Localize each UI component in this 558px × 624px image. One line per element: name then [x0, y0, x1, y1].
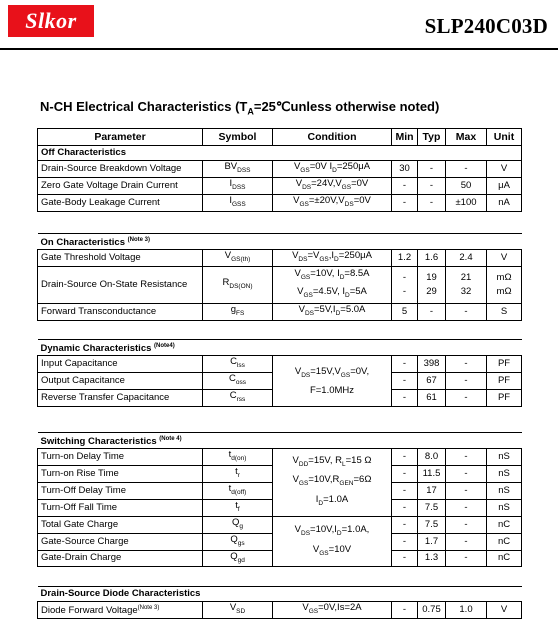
max-cell: ±100 [446, 194, 487, 211]
col-parameter: Parameter [38, 129, 203, 146]
param-cell: Turn-on Rise Time [38, 466, 203, 483]
col-symbol: Symbol [203, 129, 273, 146]
section-row [38, 234, 522, 250]
min-cell: - [392, 356, 418, 373]
param-cell: Reverse Transfer Capacitance [38, 389, 203, 406]
param-cell: Zero Gate Voltage Drain Current [38, 177, 203, 194]
table-row [38, 449, 522, 466]
section-row [38, 340, 522, 356]
symbol-cell: $t_f$ [203, 499, 273, 516]
symbol-cell: $t_r$ [203, 466, 273, 483]
unit-cell: V [487, 250, 522, 267]
section-label: Switching Characteristics $^{(Note 4)}$ [38, 433, 522, 449]
typ-cell: 398 [418, 356, 446, 373]
symbol-cell: $t_{d(off)}$ [203, 482, 273, 499]
section-label: Drain-Source Diode Characteristics [38, 587, 522, 602]
dynamic-characteristics-table [37, 339, 522, 407]
min-cell: - [392, 373, 418, 390]
typ-cell: 19 29 [418, 267, 446, 304]
symbol-cell: $V_{SD}$ [203, 602, 273, 619]
table-row [38, 303, 522, 320]
section-label: Dynamic Characteristics $^{(Note4)}$ [38, 340, 522, 356]
table-row [38, 356, 522, 373]
max-cell: - [446, 356, 487, 373]
min-cell: - [392, 482, 418, 499]
max-cell: - [446, 499, 487, 516]
table-row [38, 250, 522, 267]
typ-cell: 1.3 [418, 550, 446, 567]
part-number: SLP240C03D [424, 14, 548, 38]
max-cell: - [446, 303, 487, 320]
param-cell: Diode Forward Voltage$^{(Note 3)}$ [38, 602, 203, 619]
symbol-cell: $t_{d(on)}$ [203, 449, 273, 466]
typ-cell: 17 [418, 482, 446, 499]
section-label: Off Characteristics [38, 146, 522, 161]
param-cell: Turn-Off Fall Time [38, 499, 203, 516]
diode-characteristics-table [37, 586, 522, 619]
logo-text: Slkor [25, 8, 77, 33]
max-cell: 50 [446, 177, 487, 194]
typ-cell: 7.5 [418, 499, 446, 516]
min-cell: - [392, 533, 418, 550]
typ-cell: 67 [418, 373, 446, 390]
param-cell: Forward Transconductance [38, 303, 203, 320]
col-typ: Typ [418, 129, 446, 146]
typ-cell: - [418, 303, 446, 320]
condition-cell: $V_{DS}=5V,I_D=5.0A$ [273, 303, 392, 320]
unit-cell: nA [487, 194, 522, 211]
min-cell: - [392, 499, 418, 516]
section-label: On Characteristics $^{(Note 3)}$ [38, 234, 522, 250]
table-row [38, 267, 522, 304]
unit-cell: μA [487, 177, 522, 194]
table-row [38, 602, 522, 619]
symbol-cell: $C_{rss}$ [203, 389, 273, 406]
symbol-cell: $g_{FS}$ [203, 303, 273, 320]
param-cell: Turn-Off Delay Time [38, 482, 203, 499]
unit-cell: nS [487, 466, 522, 483]
unit-cell: nS [487, 449, 522, 466]
typ-cell: 0.75 [418, 602, 446, 619]
param-cell: Gate-Source Charge [38, 533, 203, 550]
min-cell: 1.2 [392, 250, 418, 267]
unit-cell: nS [487, 499, 522, 516]
section-row [38, 146, 522, 161]
unit-cell: nS [487, 482, 522, 499]
unit-cell: V [487, 161, 522, 178]
typ-cell: 1.7 [418, 533, 446, 550]
title-suffix: =25℃unless otherwise noted) [253, 99, 440, 114]
typ-cell: 7.5 [418, 516, 446, 533]
title-subscript: A [247, 106, 254, 117]
col-unit: Unit [487, 129, 522, 146]
max-cell: 21 32 [446, 267, 487, 304]
symbol-cell: $C_{oss}$ [203, 373, 273, 390]
unit-cell: V [487, 602, 522, 619]
max-cell: - [446, 161, 487, 178]
typ-cell: 61 [418, 389, 446, 406]
max-cell: - [446, 550, 487, 567]
min-cell: 5 [392, 303, 418, 320]
param-cell: Drain-Source On-State Resistance [38, 267, 203, 304]
min-cell: 30 [392, 161, 418, 178]
condition-cell: $V_{GS}=0V,Is=2A$ [273, 602, 392, 619]
min-cell: - [392, 194, 418, 211]
max-cell: - [446, 449, 487, 466]
table-row [38, 161, 522, 178]
condition-cell: $V_{DS}=V_{GS},I_D=250\mu A$ [273, 250, 392, 267]
min-cell: - [392, 466, 418, 483]
symbol-cell: $Q_{gd}$ [203, 550, 273, 567]
max-cell: - [446, 516, 487, 533]
off-characteristics-table [37, 128, 522, 212]
min-cell: - [392, 602, 418, 619]
symbol-cell: $I_{DSS}$ [203, 177, 273, 194]
col-max: Max [446, 129, 487, 146]
unit-cell: PF [487, 389, 522, 406]
unit-cell: nC [487, 550, 522, 567]
header-divider [0, 48, 558, 50]
param-cell: Gate-Body Leakage Current [38, 194, 203, 211]
condition-cell: $V_{DS}=10V,I_D=1.0A$, $V_{GS}=10V$ [273, 516, 392, 567]
symbol-cell: $I_{GSS}$ [203, 194, 273, 211]
unit-cell: mΩ mΩ [487, 267, 522, 304]
typ-cell: 8.0 [418, 449, 446, 466]
typ-cell: - [418, 177, 446, 194]
min-cell: - [392, 177, 418, 194]
unit-cell: nC [487, 533, 522, 550]
param-cell: Gate-Drain Charge [38, 550, 203, 567]
brand-logo [8, 5, 94, 37]
condition-cell: $V_{DD}=15V$, $R_L=15$ Ω $V_{GS}=10V,R_{GEN}=6\Omega$ $I_D=1.0A$ [273, 449, 392, 517]
symbol-cell: $R_{DS(ON)}$ [203, 267, 273, 304]
unit-cell: nC [487, 516, 522, 533]
min-cell: - [392, 389, 418, 406]
unit-cell: PF [487, 373, 522, 390]
section-row [38, 587, 522, 602]
min-cell: - - [392, 267, 418, 304]
symbol-cell: $Q_{gs}$ [203, 533, 273, 550]
table-row [38, 194, 522, 211]
max-cell: 2.4 [446, 250, 487, 267]
table-row [38, 516, 522, 533]
condition-cell: $V_{DS}=15V,V_{GS}=0V$, F=1.0MHz [273, 356, 392, 407]
param-cell: Gate Threshold Voltage [38, 250, 203, 267]
max-cell: 1.0 [446, 602, 487, 619]
condition-cell: $V_{DS}=24V,V_{GS}=0V$ [273, 177, 392, 194]
typ-cell: - [418, 194, 446, 211]
min-cell: - [392, 550, 418, 567]
param-cell: Total Gate Charge [38, 516, 203, 533]
section-row [38, 433, 522, 449]
max-cell: - [446, 466, 487, 483]
param-cell: Drain-Source Breakdown Voltage [38, 161, 203, 178]
condition-cell: $V_{GS}=\pm 20V,V_{DS}=0V$ [273, 194, 392, 211]
unit-cell: S [487, 303, 522, 320]
min-cell: - [392, 516, 418, 533]
condition-cell: $V_{GS}=0V$ $I_D=250\mu A$ [273, 161, 392, 178]
col-condition: Condition [273, 129, 392, 146]
condition-cell: $V_{GS}=10V$, $I_D=8.5A$ $V_{GS}=4.5V$, $I_D=5A$ [273, 267, 392, 304]
max-cell: - [446, 389, 487, 406]
typ-cell: - [418, 161, 446, 178]
col-min: Min [392, 129, 418, 146]
param-cell: Turn-on Delay Time [38, 449, 203, 466]
typ-cell: 11.5 [418, 466, 446, 483]
switching-characteristics-table [37, 432, 522, 567]
max-cell: - [446, 482, 487, 499]
section-title [40, 99, 439, 117]
min-cell: - [392, 449, 418, 466]
unit-cell: PF [487, 356, 522, 373]
title-prefix: N-CH Electrical Characteristics (T [40, 99, 248, 114]
typ-cell: 1.6 [418, 250, 446, 267]
param-cell: Input Capacitance [38, 356, 203, 373]
symbol-cell: $Q_g$ [203, 516, 273, 533]
symbol-cell: $BV_{DSS}$ [203, 161, 273, 178]
max-cell: - [446, 373, 487, 390]
symbol-cell: $C_{lss}$ [203, 356, 273, 373]
param-cell: Output Capacitance [38, 373, 203, 390]
symbol-cell: $V_{GS(th)}$ [203, 250, 273, 267]
table-header-row [38, 129, 522, 146]
table-row [38, 177, 522, 194]
on-characteristics-table [37, 233, 522, 321]
max-cell: - [446, 533, 487, 550]
